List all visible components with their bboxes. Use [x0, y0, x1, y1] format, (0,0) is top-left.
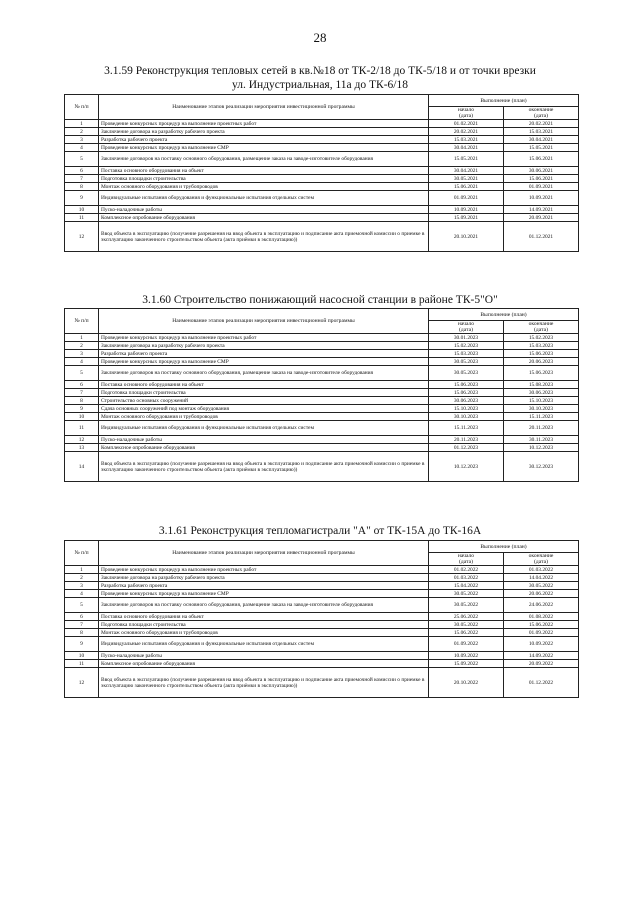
header-num: № п/п — [65, 309, 99, 334]
end-date: 15.11.2023 — [504, 413, 579, 421]
stage-name: Монтаж основного оборудования и трубопроводов — [99, 413, 429, 421]
row-number: 7 — [65, 175, 99, 183]
row-number: 3 — [65, 582, 99, 590]
row-number: 4 — [65, 358, 99, 366]
stage-name: Индивидуальные испытания оборудования и функциональные испытания отдельных систем — [99, 421, 429, 436]
header-end — [504, 107, 579, 120]
start-date: 15.03.2021 — [429, 136, 504, 144]
row-number: 9 — [65, 637, 99, 652]
header-row — [65, 309, 579, 321]
stage-name: Проведение конкурсных процедур на выполнение проектных работ — [99, 566, 429, 574]
start-date: 30.05.2021 — [429, 175, 504, 183]
row-number: 12 — [65, 436, 99, 444]
header-period: Выполнение (план) — [429, 95, 579, 107]
table-row — [65, 366, 579, 381]
row-number: 12 — [65, 668, 99, 698]
section-title-3-1-61 — [60, 524, 580, 538]
end-date: 14.09.2022 — [504, 652, 579, 660]
header-end-label: окончание — [528, 321, 554, 327]
start-date: 10.09.2021 — [429, 206, 504, 214]
end-date: 10.12.2023 — [504, 444, 579, 452]
end-date: 15.10.2023 — [504, 397, 579, 405]
table-row — [65, 206, 579, 214]
stage-name: Проведение конкурсных процедур на выполнение СМР — [99, 358, 429, 366]
header-num: № п/п — [65, 95, 99, 120]
row-number: 6 — [65, 613, 99, 621]
table-row — [65, 389, 579, 397]
header-date-unit: (дата) — [534, 559, 548, 565]
end-date: 15.06.2023 — [504, 350, 579, 358]
stage-name: Подготовка площадки строительства — [99, 389, 429, 397]
row-number: 1 — [65, 120, 99, 128]
table-row — [65, 183, 579, 191]
stage-name: Разработка рабочего проекта — [99, 582, 429, 590]
table-row — [65, 413, 579, 421]
stage-name: Подготовка площадки строительства — [99, 175, 429, 183]
row-number: 1 — [65, 566, 99, 574]
table-row — [65, 152, 579, 167]
end-date: 15.03.2021 — [504, 128, 579, 136]
end-date: 10.09.2021 — [504, 191, 579, 206]
table-row — [65, 621, 579, 629]
end-date: 15.08.2023 — [504, 381, 579, 389]
table-row — [65, 144, 579, 152]
stage-name: Сдача основных сооружений под монтаж оборудования — [99, 405, 429, 413]
row-number: 4 — [65, 590, 99, 598]
end-date: 01.12.2021 — [504, 222, 579, 252]
end-date: 20.09.2021 — [504, 214, 579, 222]
start-date: 30.01.2023 — [429, 334, 504, 342]
header-start — [429, 107, 504, 120]
end-date: 20.11.2023 — [504, 421, 579, 436]
start-date: 15.09.2021 — [429, 214, 504, 222]
row-number: 10 — [65, 652, 99, 660]
page-number: 28 — [313, 30, 327, 45]
stage-name: Пуско-наладочные работы — [99, 652, 429, 660]
row-number: 12 — [65, 222, 99, 252]
stage-name: Разработка рабочего проекта — [99, 350, 429, 358]
end-date: 01.09.2022 — [504, 629, 579, 637]
table-row — [65, 334, 579, 342]
table-row — [65, 120, 579, 128]
start-date: 01.09.2022 — [429, 637, 504, 652]
header-start — [429, 321, 504, 334]
header-start-label: начало — [457, 107, 475, 113]
start-date: 15.03.2023 — [429, 350, 504, 358]
start-date: 30.05.2023 — [429, 358, 504, 366]
start-date: 15.06.2023 — [429, 389, 504, 397]
stage-name: Проведение конкурсных процедур на выполнение СМР — [99, 590, 429, 598]
stage-name: Заключение договоров на поставку основного оборудования, размещение заказа на заводе-изготовителе оборудования — [99, 598, 429, 613]
section-title-line: 3.1.60 Строительство понижающий насосной станции в районе ТК-5"О" — [142, 294, 498, 306]
table-row — [65, 421, 579, 436]
table-row — [65, 214, 579, 222]
row-number: 8 — [65, 629, 99, 637]
end-date: 14.09.2021 — [504, 206, 579, 214]
start-date: 30.05.2022 — [429, 590, 504, 598]
header-period: Выполнение (план) — [429, 309, 579, 321]
table-row — [65, 350, 579, 358]
header-end-label: окончание — [528, 553, 554, 559]
row-number: 2 — [65, 342, 99, 350]
table-row — [65, 652, 579, 660]
stage-name: Проведение конкурсных процедур на выполнение проектных работ — [99, 120, 429, 128]
stage-name: Монтаж основного оборудования и трубопроводов — [99, 629, 429, 637]
stage-name: Комплексное опробование оборудования — [99, 444, 429, 452]
row-number: 2 — [65, 128, 99, 136]
header-date-unit: (дата) — [534, 327, 548, 333]
section-title-line: 3.1.61 Реконструкция тепломагистрали "А" от ТК-15А до ТК-16А — [158, 525, 482, 537]
end-date: 20.06.2023 — [504, 358, 579, 366]
table-row — [65, 590, 579, 598]
end-date: 15.06.2022 — [504, 621, 579, 629]
start-date: 20.10.2022 — [429, 668, 504, 698]
start-date: 01.03.2022 — [429, 574, 504, 582]
stage-name: Индивидуальные испытания оборудования и функциональные испытания отдельных систем — [99, 191, 429, 206]
table-row — [65, 452, 579, 482]
row-number: 6 — [65, 381, 99, 389]
end-date: 01.08.2022 — [504, 613, 579, 621]
table-row — [65, 342, 579, 350]
table-row — [65, 598, 579, 613]
stage-name: Индивидуальные испытания оборудования и функциональные испытания отдельных систем — [99, 637, 429, 652]
header-start-label: начало — [457, 553, 475, 559]
row-number: 9 — [65, 405, 99, 413]
start-date: 01.02.2022 — [429, 566, 504, 574]
row-number: 8 — [65, 183, 99, 191]
table-row — [65, 167, 579, 175]
stage-name: Комплексное опробование оборудования — [99, 660, 429, 668]
stage-name: Заключение договора на разработку рабочего проекта — [99, 342, 429, 350]
end-date: 15.06.2021 — [504, 152, 579, 167]
start-date: 15.02.2023 — [429, 342, 504, 350]
stage-name: Монтаж основного оборудования и трубопроводов — [99, 183, 429, 191]
start-date: 20.11.2023 — [429, 436, 504, 444]
stage-name: Заключение договора на разработку рабочего проекта — [99, 574, 429, 582]
row-number: 1 — [65, 334, 99, 342]
table-row — [65, 358, 579, 366]
end-date: 01.09.2021 — [504, 183, 579, 191]
schedule-table-3-1-61 — [64, 540, 579, 698]
start-date: 01.09.2021 — [429, 191, 504, 206]
start-date: 30.06.2023 — [429, 397, 504, 405]
section-title-3-1-59 — [60, 64, 580, 92]
start-date: 30.04.2021 — [429, 144, 504, 152]
start-date: 30.05.2023 — [429, 366, 504, 381]
stage-name: Строительство основных сооружений — [99, 397, 429, 405]
stage-name: Поставка основного оборудования на объект — [99, 613, 429, 621]
table-row — [65, 444, 579, 452]
end-date: 10.09.2022 — [504, 637, 579, 652]
table-row — [65, 629, 579, 637]
header-period: Выполнение (план) — [429, 541, 579, 553]
end-date: 30.12.2023 — [504, 452, 579, 482]
start-date: 15.06.2023 — [429, 381, 504, 389]
header-start — [429, 553, 504, 566]
table-row — [65, 128, 579, 136]
row-number: 3 — [65, 350, 99, 358]
start-date: 15.05.2021 — [429, 152, 504, 167]
header-end — [504, 553, 579, 566]
start-date: 15.06.2021 — [429, 183, 504, 191]
section-title-3-1-60 — [60, 293, 580, 307]
row-number: 10 — [65, 206, 99, 214]
stage-name: Разработка рабочего проекта — [99, 136, 429, 144]
start-date: 30.10.2023 — [429, 413, 504, 421]
table-row — [65, 660, 579, 668]
row-number: 14 — [65, 452, 99, 482]
end-date: 30.10.2023 — [504, 405, 579, 413]
end-date: 15.06.2023 — [504, 366, 579, 381]
stage-name: Заключение договора на разработку рабочего проекта — [99, 128, 429, 136]
table-row — [65, 191, 579, 206]
stage-name: Пуско-наладочные работы — [99, 206, 429, 214]
start-date: 15.04.2022 — [429, 582, 504, 590]
row-number: 11 — [65, 214, 99, 222]
end-date: 20.02.2021 — [504, 120, 579, 128]
end-date: 15.02.2023 — [504, 334, 579, 342]
table-row — [65, 436, 579, 444]
header-date-unit: (дата) — [459, 327, 473, 333]
header-row — [65, 541, 579, 553]
row-number: 2 — [65, 574, 99, 582]
stage-name: Подготовка площадки строительства — [99, 621, 429, 629]
header-date-unit: (дата) — [459, 113, 473, 119]
stage-name: Проведение конкурсных процедур на выполнение проектных работ — [99, 334, 429, 342]
row-number: 9 — [65, 191, 99, 206]
stage-name: Комплексное опробование оборудования — [99, 214, 429, 222]
end-date: 15.06.2021 — [504, 175, 579, 183]
end-date: 15.03.2023 — [504, 342, 579, 350]
start-date: 10.12.2023 — [429, 452, 504, 482]
start-date: 15.06.2022 — [429, 629, 504, 637]
stage-name: Поставка основного оборудования на объект — [99, 381, 429, 389]
start-date: 15.10.2023 — [429, 405, 504, 413]
table-row — [65, 397, 579, 405]
end-date: 24.06.2022 — [504, 598, 579, 613]
table-row — [65, 381, 579, 389]
stage-name: Проведение конкурсных процедур на выполнение СМР — [99, 144, 429, 152]
row-number: 8 — [65, 397, 99, 405]
schedule-table-3-1-60 — [64, 308, 579, 482]
table-row — [65, 136, 579, 144]
header-num: № п/п — [65, 541, 99, 566]
row-number: 13 — [65, 444, 99, 452]
table-row — [65, 566, 579, 574]
end-date: 20.09.2022 — [504, 660, 579, 668]
stage-name: Ввод объекта в эксплуатацию (получение разрешения на ввод объекта в эксплуатацию и подписание акта приемочной комиссии о приемке в эксплуатацию законченного строительством объекта (акта приёмки в эксплуатацию)) — [99, 668, 429, 698]
header-date-unit: (дата) — [534, 113, 548, 119]
row-number: 7 — [65, 389, 99, 397]
table-row — [65, 405, 579, 413]
table-row — [65, 613, 579, 621]
start-date: 30.05.2022 — [429, 598, 504, 613]
end-date: 01.12.2022 — [504, 668, 579, 698]
table-row — [65, 175, 579, 183]
table-row — [65, 668, 579, 698]
start-date: 20.10.2021 — [429, 222, 504, 252]
stage-name: Заключение договоров на поставку основного оборудования, размещение заказа на заводе-изготовителе оборудования — [99, 366, 429, 381]
table-row — [65, 582, 579, 590]
end-date: 20.06.2022 — [504, 590, 579, 598]
row-number: 10 — [65, 413, 99, 421]
header-start-label: начало — [457, 321, 475, 327]
stage-name: Ввод объекта в эксплуатацию (получение разрешения на ввод объекта в эксплуатацию и подписание акта приемочной комиссии о приемке в эксплуатацию законченного строительством объекта (акта приёмки в эксплуатацию)) — [99, 452, 429, 482]
row-number: 5 — [65, 598, 99, 613]
start-date: 15.11.2023 — [429, 421, 504, 436]
header-end — [504, 321, 579, 334]
stage-name: Пуско-наладочные работы — [99, 436, 429, 444]
stage-name: Ввод объекта в эксплуатацию (получение разрешения на ввод объекта в эксплуатацию и подписание акта приемочной комиссии о приемке в эксплуатацию законченного строительством объекта (акта приёмки в эксплуатацию)) — [99, 222, 429, 252]
header-stage-name: Наименование этапов реализации мероприятия инвестиционной программы — [99, 309, 429, 334]
row-number: 4 — [65, 144, 99, 152]
end-date: 30.11.2023 — [504, 436, 579, 444]
end-date: 01.03.2022 — [504, 566, 579, 574]
end-date: 30.06.2023 — [504, 389, 579, 397]
row-number: 7 — [65, 621, 99, 629]
end-date: 30.04.2021 — [504, 136, 579, 144]
start-date: 15.09.2022 — [429, 660, 504, 668]
row-number: 11 — [65, 660, 99, 668]
section-title-line: 3.1.59 Реконструкция тепловых сетей в кв.№18 от ТК-2/18 до ТК-5/18 и от точки врезки — [104, 65, 536, 77]
table-row — [65, 574, 579, 582]
end-date: 30.06.2021 — [504, 167, 579, 175]
row-number: 6 — [65, 167, 99, 175]
stage-name: Поставка основного оборудования на объект — [99, 167, 429, 175]
schedule-table-3-1-59 — [64, 94, 579, 252]
header-stage-name: Наименование этапов реализации мероприятия инвестиционной программы — [99, 95, 429, 120]
end-date: 30.05.2022 — [504, 582, 579, 590]
table-row — [65, 222, 579, 252]
start-date: 20.02.2021 — [429, 128, 504, 136]
row-number: 3 — [65, 136, 99, 144]
header-stage-name: Наименование этапов реализации мероприятия инвестиционной программы — [99, 541, 429, 566]
end-date: 15.05.2021 — [504, 144, 579, 152]
table-row — [65, 637, 579, 652]
start-date: 30.05.2022 — [429, 621, 504, 629]
header-date-unit: (дата) — [459, 559, 473, 565]
end-date: 14.04.2022 — [504, 574, 579, 582]
section-title-line: ул. Индустриальная, 11а до ТК-6/18 — [232, 79, 408, 91]
header-end-label: окончание — [528, 107, 554, 113]
row-number: 5 — [65, 152, 99, 167]
stage-name: Заключение договоров на поставку основного оборудования, размещение заказа на заводе-изготовителе оборудования — [99, 152, 429, 167]
header-row — [65, 95, 579, 107]
row-number: 11 — [65, 421, 99, 436]
start-date: 25.06.2022 — [429, 613, 504, 621]
row-number: 5 — [65, 366, 99, 381]
start-date: 10.09.2022 — [429, 652, 504, 660]
start-date: 01.02.2021 — [429, 120, 504, 128]
start-date: 01.12.2023 — [429, 444, 504, 452]
start-date: 30.04.2021 — [429, 167, 504, 175]
